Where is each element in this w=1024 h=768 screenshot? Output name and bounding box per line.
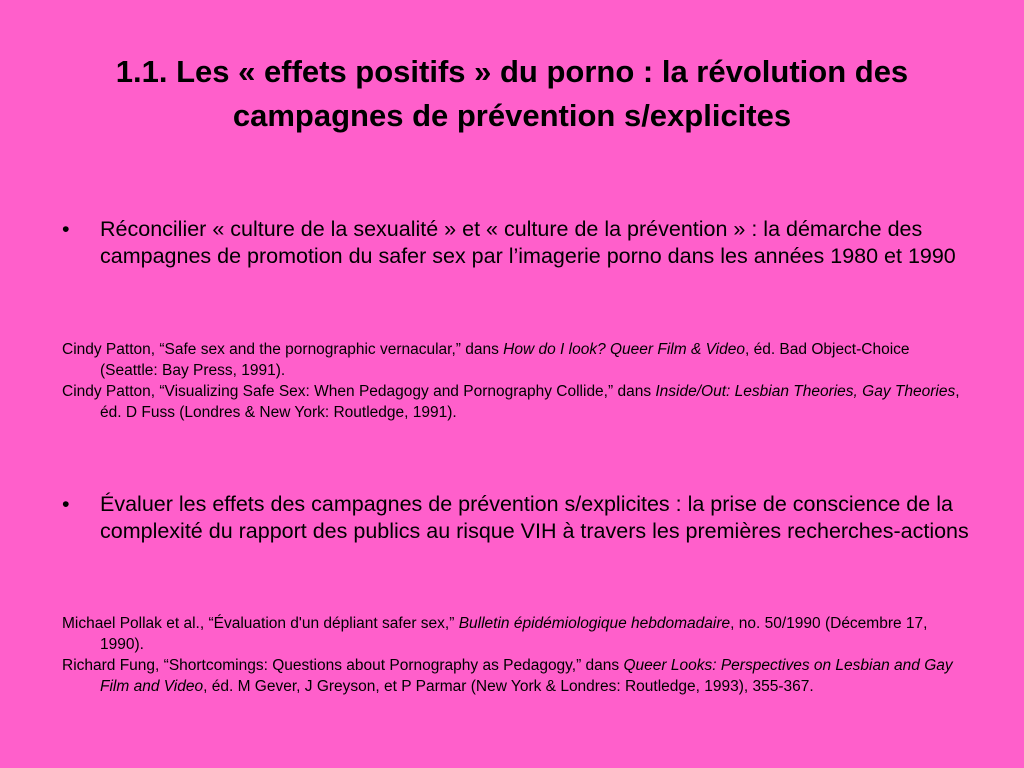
reference-text: , éd. M Gever, J Greyson, et P Parmar (New York & Londres: Routledge, 1993), 355-367.: [203, 678, 814, 695]
reference-item: [62, 339, 962, 381]
slide-title: 1.1. Les « effets positifs » du porno : la révolution des campagnes de prévention s/explicites: [115, 54, 909, 133]
reference-text: Michael Pollak et al., “Évaluation d'un dépliant safer sex,”: [62, 615, 459, 632]
reference-item: [62, 613, 962, 655]
bullet-icon: •: [62, 492, 70, 516]
reference-item: [62, 381, 962, 423]
reference-text: , no. 50/1990 (Décembre 17, 1990).: [100, 615, 928, 653]
bullet-icon: •: [62, 217, 70, 241]
reference-text: , éd. D Fuss (Londres & New York: Routledge, 1991).: [100, 383, 960, 421]
reference-text: Cindy Patton, “Visualizing Safe Sex: When Pedagogy and Pornography Collide,” dans: [62, 383, 656, 400]
bullet-text: Réconcilier « culture de la sexualité » et « culture de la prévention » : la démarche des campagnes de promotion du safer sex par l’imagerie porno dans les années 1980 et 1990: [100, 217, 956, 268]
reference-item: [62, 655, 962, 697]
reference-title: Inside/Out: Lesbian Theories, Gay Theories: [655, 383, 956, 400]
references-section-2: [62, 613, 962, 697]
reference-text: , éd. Bad Object-Choice (Seattle: Bay Press, 1991).: [100, 341, 910, 379]
bullet-point-evaluer: [62, 491, 972, 545]
reference-title: Queer Looks: Perspectives on Lesbian and Gay Film and Video: [100, 657, 953, 695]
references-section-1: [62, 339, 962, 423]
reference-title: Bulletin épidémiologique hebdomadaire: [458, 615, 731, 632]
reference-text: Richard Fung, “Shortcomings: Questions about Pornography as Pedagogy,” dans: [62, 657, 624, 674]
reference-text: Cindy Patton, “Safe sex and the pornographic vernacular,” dans: [62, 341, 504, 358]
reference-title: How do I look? Queer Film & Video: [503, 341, 745, 358]
bullet-point-reconcilier: [62, 216, 972, 270]
bullet-text: Évaluer les effets des campagnes de prévention s/explicites : la prise de conscience de la complexité du rapport des publics au risque VIH à travers les premières recherches-actions: [100, 492, 969, 543]
